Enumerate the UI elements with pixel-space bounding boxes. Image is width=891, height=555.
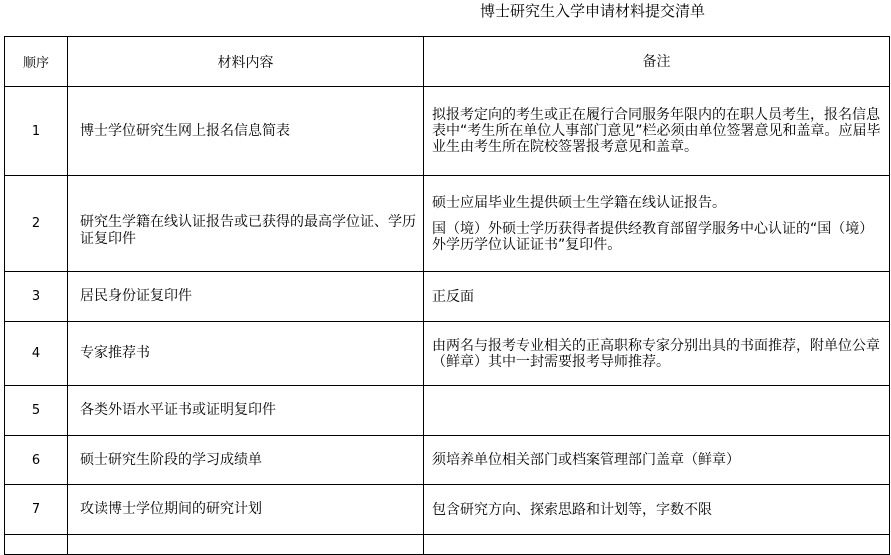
materials-table: [4, 36, 890, 555]
row-item: 各类外语水平证书或证明复印件: [68, 386, 424, 436]
table-row: [5, 322, 890, 386]
table-row: [5, 436, 890, 485]
table-row: [5, 87, 890, 176]
row-item: 博士学位研究生网上报名信息简表: [68, 87, 424, 176]
row-no: 1: [5, 87, 68, 176]
row-item: [68, 535, 424, 555]
table-row: [5, 272, 890, 322]
row-note: 须培养单位相关部门或档案管理部门盖章（鲜章）: [424, 436, 890, 485]
header-item: 材料内容: [68, 37, 424, 87]
header-note: 备注: [424, 37, 890, 87]
row-note: [424, 535, 890, 555]
row-item: 硕士研究生阶段的学习成绩单: [68, 436, 424, 485]
row-note: 硕士应届毕业生提供硕士生学籍在线认证报告。 国（境）外硕士学历获得者提供经教育部留学服务中心认证的“国（境）外学历学位认证证书”复印件。: [424, 176, 890, 272]
row-note: [424, 386, 890, 436]
row-note: 正反面: [424, 272, 890, 322]
row-item: 攻读博士学位期间的研究计划: [68, 485, 424, 535]
table-row: [5, 485, 890, 535]
header-no: 顺序: [5, 37, 68, 87]
table-row: [5, 386, 890, 436]
row-no: 2: [5, 176, 68, 272]
row-item: 专家推荐书: [68, 322, 424, 386]
row-no: 6: [5, 436, 68, 485]
row-item: 研究生学籍在线认证报告或已获得的最高学位证、学历证复印件: [68, 176, 424, 272]
row-note: 包含研究方向、探索思路和计划等，字数不限: [424, 485, 890, 535]
row-no: 3: [5, 272, 68, 322]
row-no: [5, 535, 68, 555]
table-header-row: [5, 37, 890, 87]
table-row: [5, 535, 890, 555]
row-note: 拟报考定向的考生或正在履行合同服务年限内的在职人员考生，报名信息表中“考生所在单位人事部门意见”栏必须由单位签署意见和盖章。应届毕业生由考生所在院校签署报考意见和盖章。: [424, 87, 890, 176]
row-no: 7: [5, 485, 68, 535]
page-title: 博士研究生入学申请材料提交清单: [480, 2, 706, 20]
table-row: [5, 176, 890, 272]
row-item: 居民身份证复印件: [68, 272, 424, 322]
row-no: 5: [5, 386, 68, 436]
row-note: 由两名与报考专业相关的正高职称专家分别出具的书面推荐，附单位公章（鲜章）其中一封需要报考导师推荐。: [424, 322, 890, 386]
row-no: 4: [5, 322, 68, 386]
